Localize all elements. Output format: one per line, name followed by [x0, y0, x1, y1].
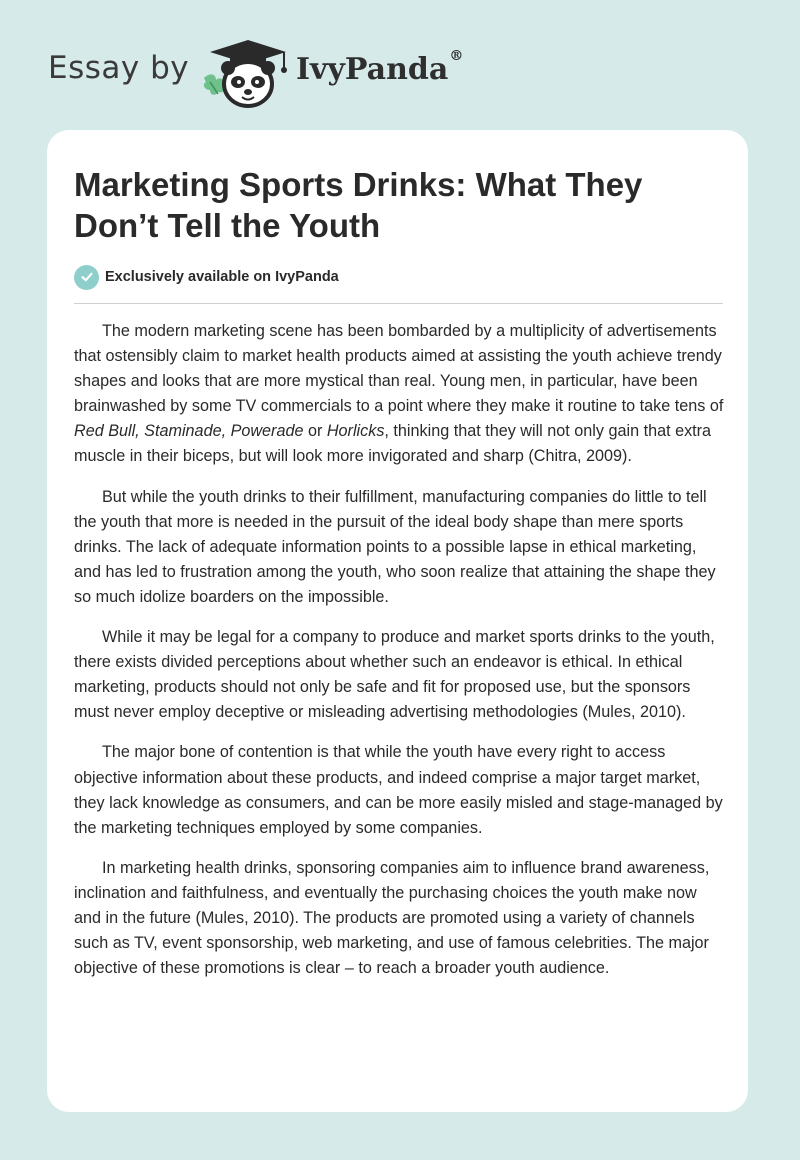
exclusive-badge [74, 264, 339, 290]
brand-label: IvyPanda [296, 52, 449, 87]
paragraph-text: , thinking that they will not only gain that extra muscle in their biceps, but will look more invigorated and sharp (Chitra, 2009). [74, 422, 712, 466]
divider [74, 303, 723, 304]
paragraph-text: But while the youth drinks to their fulfillment, manufacturing companies do little to tell the youth that more is needed in the pursuit of the ideal body shape than mere sports drinks. The lack of adequate information points to a possible lapse in ethical marketing, and has led to frustration among the youth, who soon realize that attaining the shape they so much idolize boarders on the impossible. [74, 487, 716, 606]
paragraph-text: The modern marketing scene has been bombarded by a multiplicity of advertisements that ostensibly claim to market health products aimed at assisting the youth achieve trendy shapes and looks that are more mystical than real. Young men, in particular, have been brainwashed by some TV commercials to a point where they make it routine to take tens of [74, 322, 724, 416]
body-paragraph [74, 740, 726, 840]
check-circle-icon [74, 265, 99, 290]
essay-by-label: Essay by [48, 50, 190, 86]
paragraph-text: In marketing health drinks, sponsoring companies aim to influence brand awareness, inclination and faithfulness, and eventually the purchasing choices the youth make now and in the future (Mules, 2010). The products are promoted using a variety of channels such as TV, event sponsorship, web marketing, and use of famous celebrities. The major objective of these promotions is clear – to reach a broader youth audience. [74, 858, 710, 978]
body-paragraph [74, 856, 726, 981]
product-name: Red Bull, Staminade, Powerade [74, 422, 304, 441]
brand-name[interactable] [296, 48, 464, 87]
site-header [0, 0, 800, 130]
panda-graduate-icon [200, 38, 292, 110]
product-name: Horlicks [326, 422, 385, 441]
paragraph-text: The major bone of contention is that while the youth have every right to access objective information about these products, and indeed comprise a major target market, they lack knowledge as consumers, and can be more easily misled and stage-managed by the marketing techniques employed by some companies. [74, 743, 723, 837]
body-paragraph [74, 625, 726, 725]
paragraph-text: While it may be legal for a company to produce and market sports drinks to the youth, there exists divided perceptions about whether such an endeavor is ethical. In ethical marketing, products should not only be safe and fit for proposed use, but the sponsors must never employ deceptive or misleading advertising methodologies (Mules, 2010). [74, 628, 715, 722]
paragraph-text: or [303, 422, 327, 441]
page-title: Marketing Sports Drinks: What They Don’t Tell the Youth [74, 166, 643, 244]
registered-mark: ® [449, 48, 464, 64]
body-paragraph [74, 485, 726, 610]
essay-card [47, 130, 748, 1112]
body-paragraph [74, 319, 726, 470]
essay-body [74, 319, 726, 996]
exclusive-label: Exclusively available on IvyPanda [105, 269, 339, 285]
